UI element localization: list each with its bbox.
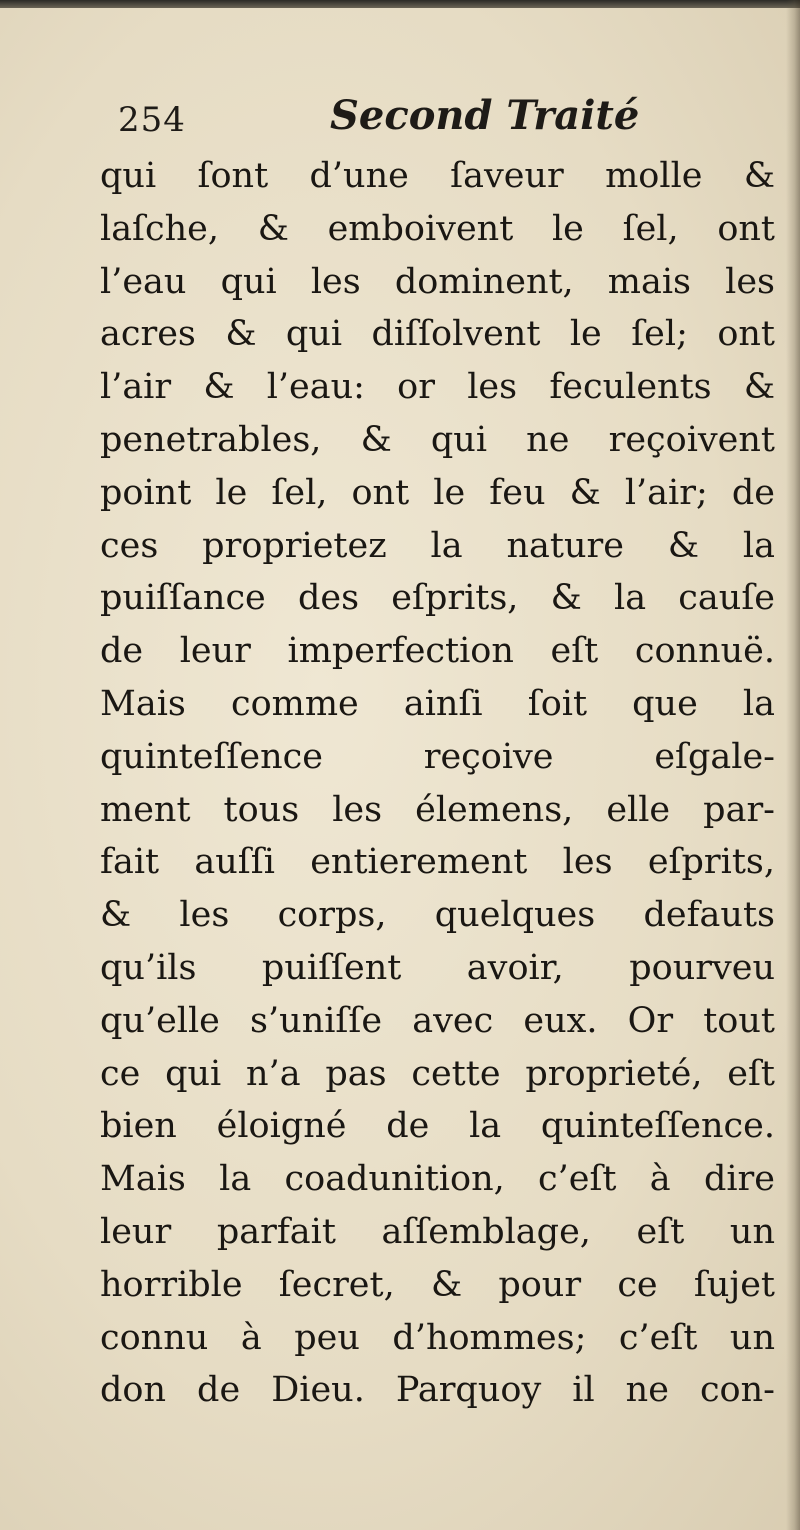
page-header xyxy=(118,92,678,152)
text-line: leur parfait aſſemblage, eſt un xyxy=(100,1211,775,1252)
text-line: & les corps, quelques defauts xyxy=(100,895,775,936)
text-line: qu’ils puiſſent avoir, pourveu xyxy=(100,947,775,988)
text-line: l’eau qui les dominent, mais les xyxy=(100,261,775,302)
page-binding-shadow xyxy=(786,0,800,1530)
text-line: fait auſſi entierement les eſprits, xyxy=(100,842,775,883)
text-line: de leur imperfection eſt connuë. xyxy=(100,631,775,672)
text-line: ment tous les élemens, elle par- xyxy=(100,789,775,830)
text-line: qui ſont d’une ſaveur molle & xyxy=(100,156,775,196)
text-line: acres & qui diſſolvent le ſel; ont xyxy=(100,314,775,355)
text-line: puiſſance des eſprits, & la cauſe xyxy=(100,578,775,619)
page-top-edge xyxy=(0,0,800,8)
text-line: point le ſel, ont le feu & l’air; de xyxy=(100,472,775,513)
text-line: Mais comme ainſi ſoit que la xyxy=(100,683,775,724)
text-line: don de Dieu. Parquoy il ne con- xyxy=(100,1370,775,1411)
text-line: penetrables, & qui ne reçoivent xyxy=(100,419,775,460)
text-line: horrible ſecret, & pour ce ſujet xyxy=(100,1264,775,1305)
page-number: 254 xyxy=(118,100,186,140)
text-line: connu à peu d’hommes; c’eſt un xyxy=(100,1317,775,1358)
text-line: ces proprietez la nature & la xyxy=(100,525,775,566)
running-title: Second Traité xyxy=(330,92,640,139)
text-line: l’air & l’eau: or les feculents & xyxy=(100,367,775,408)
text-line: laſche, & emboivent le ſel, ont xyxy=(100,208,775,249)
text-line: bien éloigné de la quinteſſence. xyxy=(100,1106,775,1147)
text-line: ce qui n’a pas cette proprieté, eſt xyxy=(100,1053,775,1094)
text-line: Mais la coadunition, c’eſt à dire xyxy=(100,1159,775,1200)
text-line: qu’elle s’uniſſe avec eux. Or tout xyxy=(100,1000,775,1041)
body-text xyxy=(100,150,775,1417)
text-line: quinteſſence reçoive eſgale- xyxy=(100,736,775,777)
